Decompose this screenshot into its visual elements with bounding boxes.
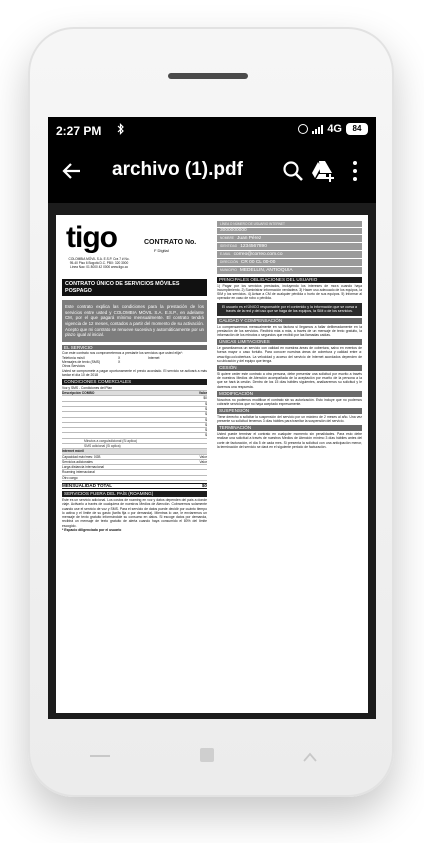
commercial-title: CONDICIONES COMERCIALES	[62, 379, 207, 385]
table-row: Roaming internacional	[62, 470, 207, 475]
contract-sub-label: F Digital	[154, 248, 169, 253]
total-row: MENSUALIDAD TOTAL $0	[62, 483, 207, 489]
table-row: $	[62, 433, 207, 438]
section-title: CESIÓN	[217, 365, 362, 371]
pdf-page[interactable]	[56, 215, 368, 713]
service-note: Usted se compromete a pagar oportunamente el precio acordado. El servicio se activará a más tardar el día 10 de 2018	[62, 368, 207, 377]
phone-screen	[48, 117, 376, 719]
table-sub-row: SMS adicional (Si aplica)	[62, 444, 207, 449]
google-drive-add-icon[interactable]	[311, 160, 335, 182]
table-row: $	[62, 402, 207, 407]
section-title: TERMINACIÓN	[217, 425, 362, 431]
tigo-logo: tigo	[66, 221, 117, 254]
document-title: archivo (1).pdf	[112, 159, 243, 180]
nav-home-button[interactable]	[200, 748, 214, 762]
app-bar	[48, 143, 376, 203]
user-field: 3000000000	[217, 228, 362, 235]
responsibility-note: El usuario es el ÚNICO responsable por el contenido y la información que se cursa a través de la red y del uso que se haga de los equipos, la SIM o de los servicios.	[217, 303, 362, 316]
contract-main-title: CONTRATO ÚNICO DE SERVICIOS MÓVILES POSPAGO	[62, 279, 207, 296]
section-text: Nosotros no podemos modificar el contrato sin su autorización. Esto incluye que no podemos cobrarle servicios que no haya aceptado expresamente.	[217, 397, 362, 406]
section-title: SUSPENSIÓN	[217, 408, 362, 414]
user-field: LÍNEA O NÚMERO DE USUARIO INTERNET	[217, 221, 362, 228]
roaming-title: SERVICIOS FUERA DEL PAÍS (ROAMING)	[62, 491, 207, 497]
alarm-icon	[298, 124, 308, 134]
user-field: DIRECCIÓN CR 00 CL 00-00	[217, 259, 362, 267]
search-icon[interactable]	[282, 160, 304, 182]
nav-back-button[interactable]	[90, 755, 110, 757]
contract-number-label: CONTRATO No.	[144, 239, 197, 246]
table-row: $	[62, 423, 207, 428]
table-row: $	[62, 418, 207, 423]
service-row: Otros Servicios	[62, 364, 85, 369]
user-field: NOMBRE Juan Pérez	[217, 235, 362, 243]
network-type: 4G	[327, 123, 342, 135]
roaming-footer: * Espacio diligenciado por el usuario	[62, 528, 122, 533]
status-right	[298, 123, 368, 135]
contract-intro: Este contrato explica las condiciones para la prestación de los servicios entre usted y COLOMBIA MÓVIL S.A. E.S.P., en adelante CM, por el que pagará mínimo mensualmente. El contrato tendrá vigencia de 12 meses, contados a partir del momento de su activación. Acepto que mi contrato se renueve sucesiva y automáticamente por un plazo igual al inicial.	[62, 300, 207, 342]
table-row: $0	[62, 396, 207, 401]
section-text: Lo compensaremos mensualmente en su factura si llegamos a fallar deliberadamente en la prestación de los servicios. Recibirá más a más, a través de un mensaje de texto gratuito, la información de los minutos o segundos que recibió por las llamadas caídas.	[217, 324, 362, 338]
service-row: Mensajes de texto (SMS) X	[62, 359, 121, 364]
table-row: $	[62, 428, 207, 433]
section-title: MODIFICACIÓN	[217, 391, 362, 397]
section-text: Si quiere ceder este contrato a otra persona, debe presentar una solicitud por escrito a través de nuestros Medios de Atención acompañada de la aceptación por escrito de la persona a la que se hará la cesión. Dentro de los 15 días hábiles siguientes, analizaremos su solicitud y le daremos una respuesta.	[217, 371, 362, 389]
user-field: MUNICIPIO MEDELLIN, ANTIOQUIA	[217, 267, 362, 275]
section-text: Le garantizamos un servicio con calidad en nuestras áreas de cobertura, salvo en eventos de fuerza mayor o caso fortuito. Para conocer nuestras áreas de cobertura y calidad entre a: www.tigo.co/cobertura. La velocidad y acceso del servicio de Internet acordados dependen de su ubicación y del equipo que tenga.	[217, 346, 362, 363]
table-row: Servicios adicionales Valor	[62, 459, 207, 464]
bluetooth-icon	[117, 123, 125, 138]
section-text: Tiene derecho a solicitar la suspensión del servicio por un máximo de 2 meses al año. Una vez presente su solicitud tenemos 3 días hábiles para tramitar la suspensión del servicio.	[217, 414, 362, 424]
section-title: CALIDAD Y COMPENSACIÓN	[217, 318, 362, 324]
table-row: $	[62, 412, 207, 417]
table-row: Capacidad máx/mes: 0GB Valor	[62, 454, 207, 459]
table-header: Descripción COMBO Valor	[62, 391, 207, 396]
more-vert-icon[interactable]	[350, 160, 360, 182]
section-title: PRINCIPALES OBLIGACIONES DEL USUARIO	[217, 277, 362, 283]
section-text: Con este contrato nos comprometemos a prestarle los servicios que usted elija*:	[62, 351, 183, 356]
signal-icon	[312, 124, 323, 134]
section-title: ÚNICAS LIMITACIONES	[217, 339, 362, 345]
table-caption: Voz y SMS - Condiciones del Plan	[62, 386, 207, 391]
section-text: 1) Pagar por los servicios prestados, incluyendo los intereses de mora cuando haya incumplimiento. 2) Suministrar información verdadera. 3) Hacer uso adecuado de los equipos, la SIM y los servicios. 4) Avisar a CM de cualquier pérdida o hurto de sus equipos. 5) Informar al operador en caso de robo o pérdida.	[217, 283, 362, 301]
roaming-text: Este es un servicio adicional. Los costos de roaming en voz y datos dependen del país a donde viaje. Activarlo a través de cualquiera de nuestros Medios de Atención. Cobraremos solamente cuando use el servicio de voz y SMS. Para el servicio de datos puede decidir por cuánto tiempo lo activa y el límite de su gasto (tarifa fija o por demanda). Mientras lo use, le enviaremos un mensaje de texto gratuito informándole su consumo en datos. Si escoge datos por demanda, recibirá un mensaje de texto gratuito de alerta cuando haya consumido el 80% del límite escogido.	[62, 497, 207, 528]
nav-recents-icon[interactable]	[303, 752, 317, 762]
table-row: Larga distancia internacional	[62, 465, 207, 470]
table-sub-row: Minutos a cargo/adicional (Si aplica)	[62, 439, 207, 444]
user-field: E-MAIL correo@correo.com.co	[217, 251, 362, 259]
section-text: Usted puede terminar el contrato en cualquier momento sin penalidades. Para esto debe realizar una solicitud a través de nuestros Medios de Atención mínimo 3 días hábiles antes del corte de facturación, el día 5 de cada mes. Si presenta la solicitud con una anticipación menor, la terminación del servicio se dará en el siguiente periodo de facturación.	[217, 431, 362, 449]
company-info: COLOMBIA MÓVIL S.A. E.S.P. Cra 7 # No. 95-40 Piso 6 Bogotá D.C. PBX: 320 3000 Línea Nac: 01 8000 42 0000 www.tigo.co	[68, 257, 130, 269]
header-block	[62, 221, 207, 279]
table-row: Otro cargo	[62, 476, 207, 481]
status-bar	[48, 117, 376, 143]
internet-header: Internet móvil	[62, 449, 207, 454]
table-row: $	[62, 407, 207, 412]
pdf-right-column	[217, 221, 362, 449]
pdf-left-column	[62, 221, 207, 532]
plan-table	[62, 386, 207, 490]
status-time: 2:27 PM	[56, 124, 102, 138]
service-row: Telefonía móvil X Internet	[62, 355, 160, 360]
user-field: IDENTIDAD 1234567890	[217, 243, 362, 251]
section-title: EL SERVICIO	[62, 345, 207, 351]
battery-icon: 84	[346, 123, 368, 135]
arrow-left-icon[interactable]	[60, 159, 84, 183]
phone-speaker	[168, 73, 248, 79]
